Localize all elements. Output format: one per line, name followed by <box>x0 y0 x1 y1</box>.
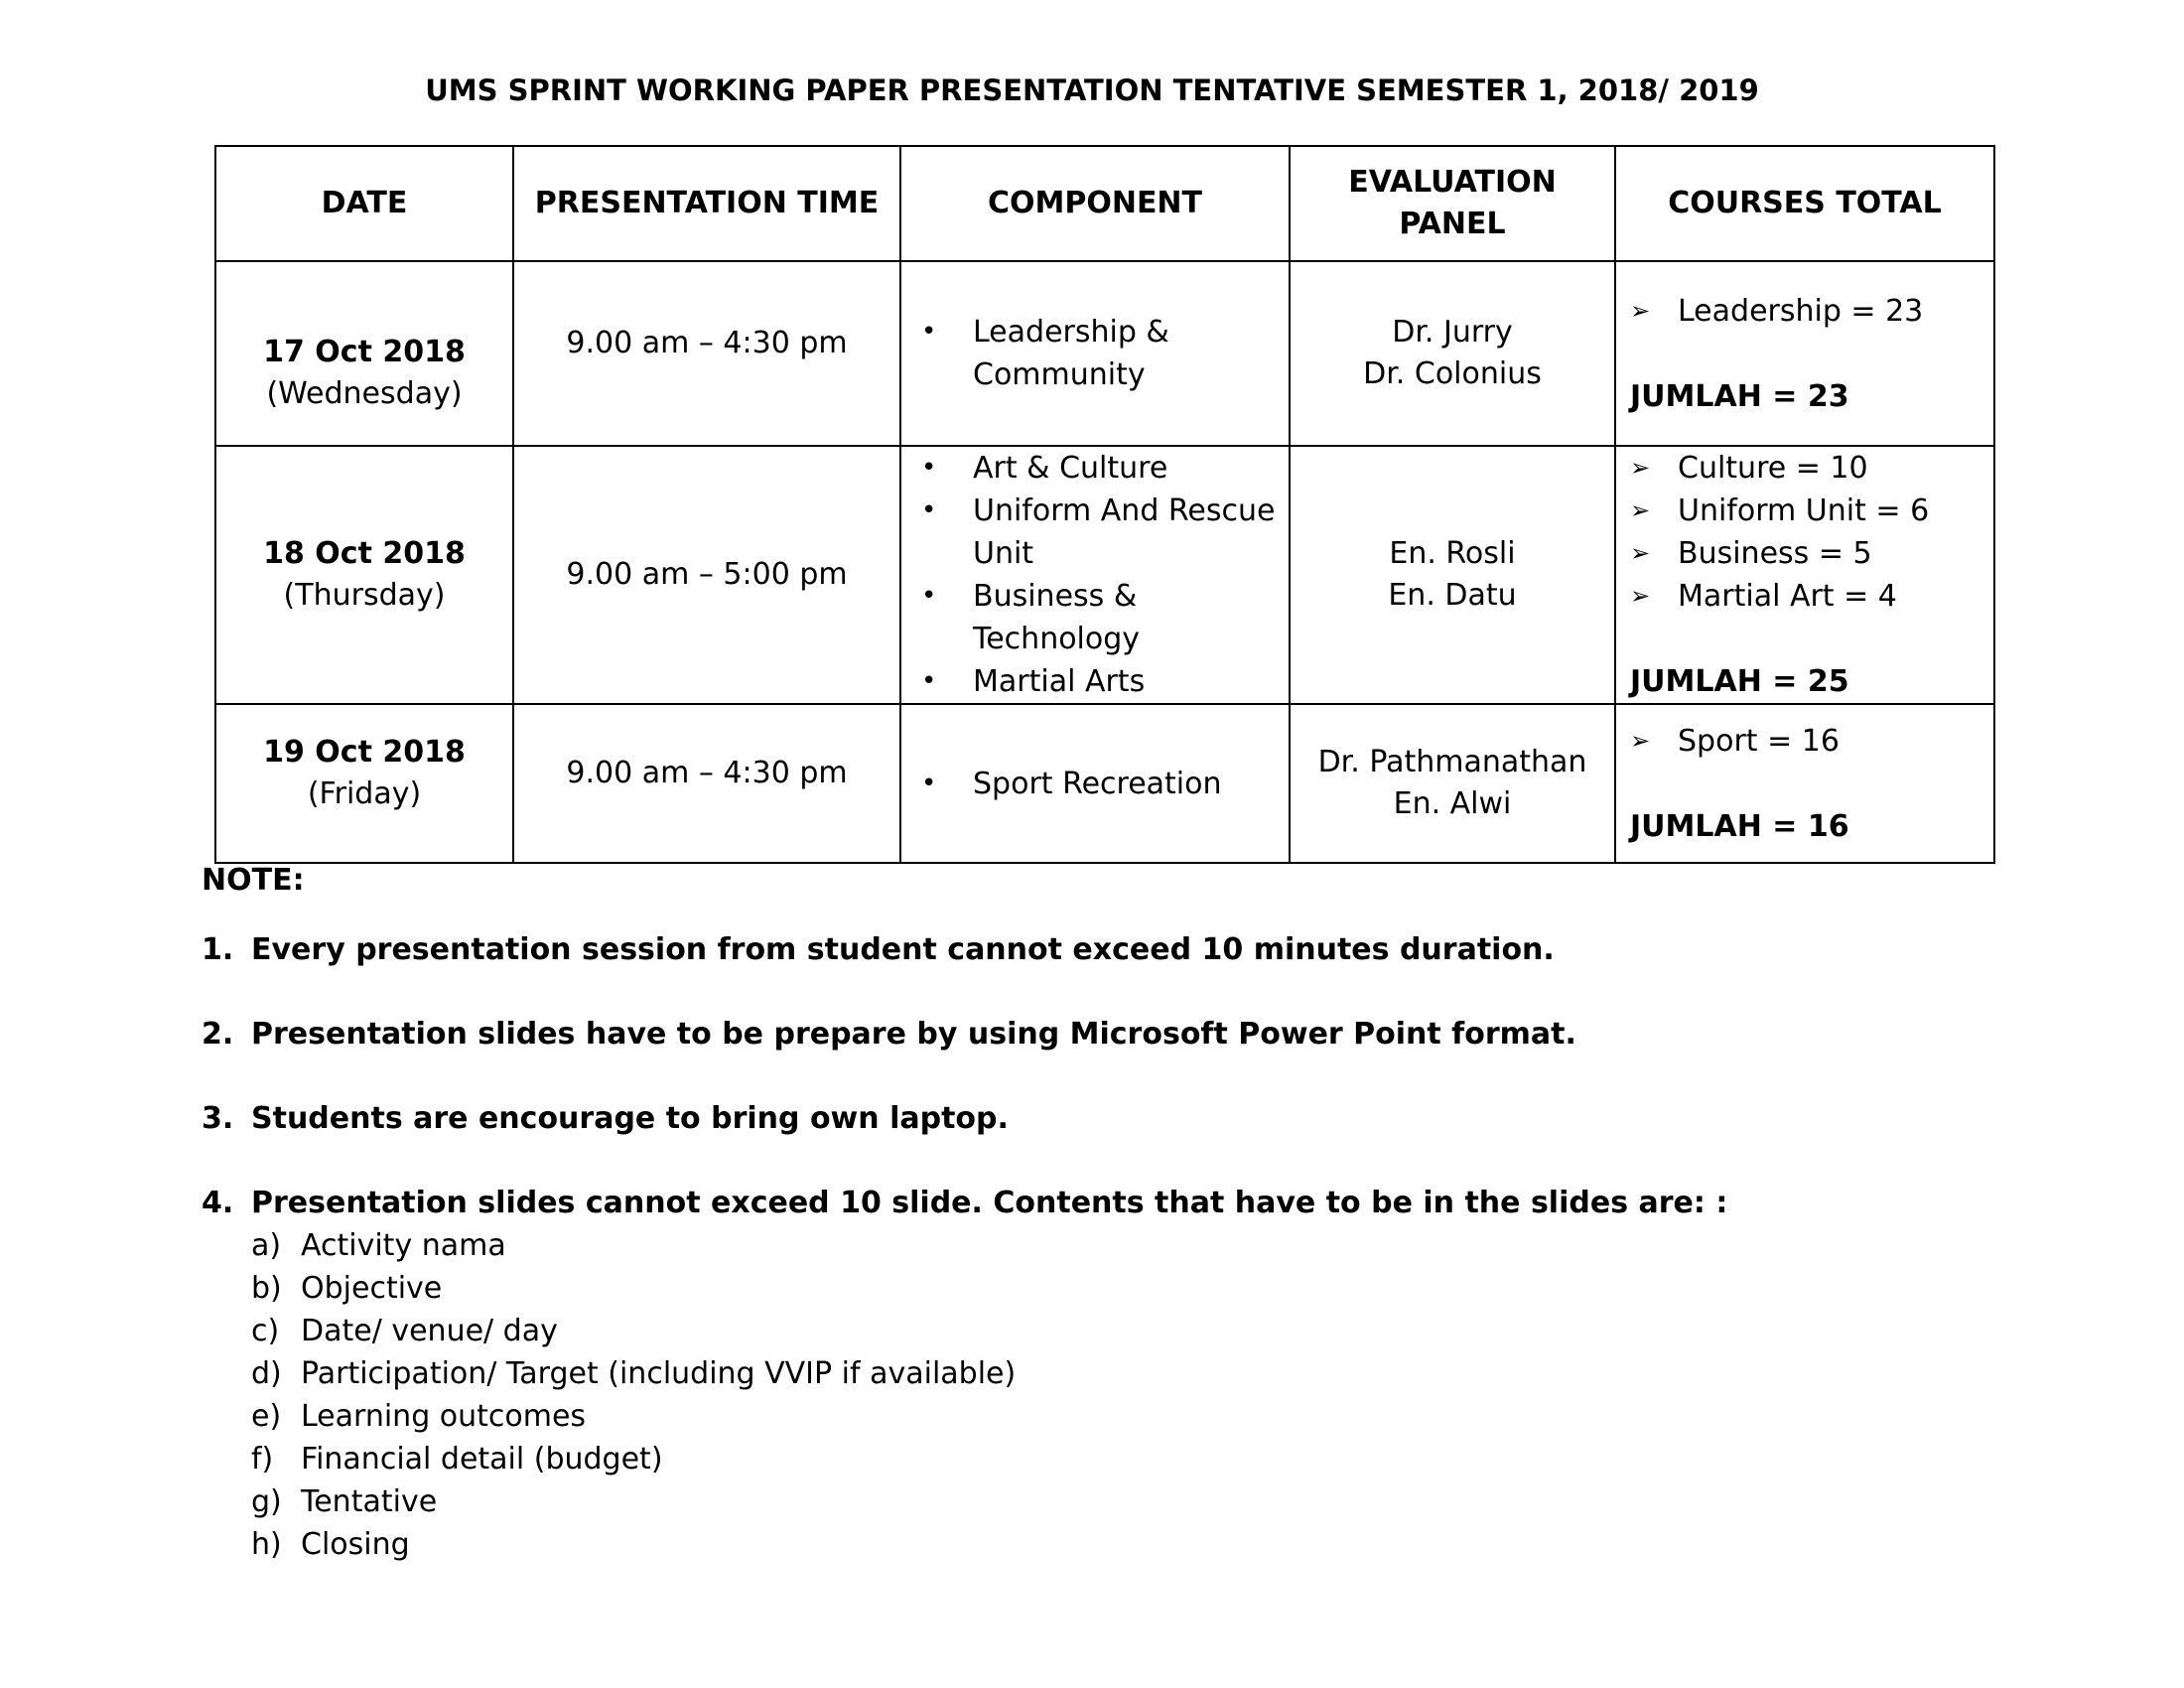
note-label: NOTE: <box>202 863 305 898</box>
courses-cell <box>1615 261 1994 446</box>
panel-cell <box>1290 446 1615 704</box>
course-total: JUMLAH = 25 <box>1630 664 1849 699</box>
header-evaluation-panel: EVALUATION PANEL <box>1290 146 1615 261</box>
document-title: UMS SPRINT WORKING PAPER PRESENTATION TENTATIVE SEMESTER 1, 2018/ 2019 <box>425 73 1759 107</box>
sub-text: Tentative <box>301 1484 438 1519</box>
component-cell <box>900 446 1290 704</box>
component-cell <box>900 261 1290 446</box>
sub-letter: g) <box>251 1484 282 1519</box>
panel-cell <box>1290 261 1615 446</box>
sub-letter: e) <box>251 1399 282 1434</box>
course-item: ➢ Culture = 10 <box>1630 447 1983 490</box>
component-item: • Martial Arts <box>919 660 1279 703</box>
panel-member: En. Alwi <box>1393 786 1512 821</box>
sub-letter: a) <box>251 1228 282 1263</box>
table-row <box>215 704 1994 863</box>
sub-text: Activity nama <box>301 1228 506 1263</box>
note-text: Every presentation session from student cannot exceed 10 minutes duration. <box>251 932 1555 967</box>
course-total: JUMLAH = 16 <box>1630 808 1849 844</box>
header-presentation-time: PRESENTATION TIME <box>513 146 900 261</box>
sub-letter: f) <box>251 1442 274 1477</box>
course-item: ➢ Business = 5 <box>1630 532 1983 575</box>
header-courses-total: COURSES TOTAL <box>1615 146 1994 261</box>
time-cell: 9.00 am – 5:00 pm <box>513 446 900 704</box>
date-value: 18 Oct 2018 <box>263 536 466 571</box>
header-date: DATE <box>215 146 513 261</box>
table-header-row <box>215 146 1994 261</box>
sub-text: Objective <box>301 1271 443 1306</box>
note-number: 1. <box>202 932 234 967</box>
panel-member: En. Datu <box>1388 578 1517 613</box>
note-item <box>202 1097 1988 1140</box>
course-item: ➢ Uniform Unit = 6 <box>1630 490 1983 532</box>
course-item: ➢ Martial Art = 4 <box>1630 575 1983 618</box>
sub-text: Date/ venue/ day <box>301 1314 558 1348</box>
component-item: • Art & Culture <box>919 447 1279 490</box>
note-text: Presentation slides cannot exceed 10 slide. Contents that have to be in the slides are: : <box>251 1186 1728 1220</box>
course-total: JUMLAH = 23 <box>1630 378 1849 414</box>
time-cell: 9.00 am – 4:30 pm <box>513 704 900 863</box>
note-text: Students are encourage to bring own laptop. <box>251 1101 1009 1136</box>
day-value: (Thursday) <box>283 578 446 613</box>
sub-letter: d) <box>251 1356 282 1391</box>
sub-text: Learning outcomes <box>301 1399 587 1434</box>
notes-list <box>202 928 1988 1566</box>
date-cell <box>215 446 513 704</box>
sub-item <box>251 1438 1988 1480</box>
note-number: 2. <box>202 1017 234 1052</box>
note-number: 3. <box>202 1101 234 1136</box>
note-item <box>202 1013 1988 1055</box>
courses-cell <box>1615 704 1994 863</box>
sub-item <box>251 1310 1988 1352</box>
time-cell: 9.00 am – 4:30 pm <box>513 261 900 446</box>
component-item: • Leadership & Community <box>919 311 1279 396</box>
component-cell <box>900 704 1290 863</box>
sub-text: Participation/ Target (including VVIP if available) <box>301 1356 1017 1391</box>
sub-item <box>251 1523 1988 1566</box>
sub-letter: b) <box>251 1271 282 1306</box>
table-row <box>215 261 1994 446</box>
date-cell <box>215 261 513 446</box>
course-item: ➢ Leadership = 23 <box>1630 290 1983 333</box>
note-number: 4. <box>202 1186 234 1220</box>
date-value: 17 Oct 2018 <box>263 335 466 369</box>
panel-member: Dr. Pathmanathan <box>1317 745 1587 779</box>
date-value: 19 Oct 2018 <box>263 735 466 770</box>
note-text: Presentation slides have to be prepare by using Microsoft Power Point format. <box>251 1017 1576 1052</box>
note-item <box>202 928 1988 971</box>
sub-item <box>251 1352 1988 1395</box>
day-value: (Friday) <box>307 776 422 811</box>
slide-contents-list <box>251 1224 1988 1566</box>
course-item: ➢ Sport = 16 <box>1630 720 1983 763</box>
header-component: COMPONENT <box>900 146 1290 261</box>
day-value: (Wednesday) <box>266 376 463 411</box>
panel-cell <box>1290 704 1615 863</box>
sub-item <box>251 1224 1988 1267</box>
sub-item <box>251 1267 1988 1310</box>
note-item <box>202 1182 1988 1566</box>
component-item: • Sport Recreation <box>919 763 1279 805</box>
courses-cell <box>1615 446 1994 704</box>
sub-text: Financial detail (budget) <box>301 1442 663 1477</box>
component-item: • Uniform And Rescue Unit <box>919 490 1279 575</box>
schedule-table <box>214 145 1995 864</box>
component-item: • Business & Technology <box>919 575 1279 660</box>
panel-member: En. Rosli <box>1389 536 1516 571</box>
panel-member: Dr. Jurry <box>1392 315 1513 350</box>
sub-item <box>251 1480 1988 1523</box>
sub-letter: h) <box>251 1527 282 1562</box>
sub-item <box>251 1395 1988 1438</box>
date-cell <box>215 704 513 863</box>
table-row <box>215 446 1994 704</box>
sub-letter: c) <box>251 1314 280 1348</box>
panel-member: Dr. Colonius <box>1363 356 1542 391</box>
sub-text: Closing <box>301 1527 410 1562</box>
